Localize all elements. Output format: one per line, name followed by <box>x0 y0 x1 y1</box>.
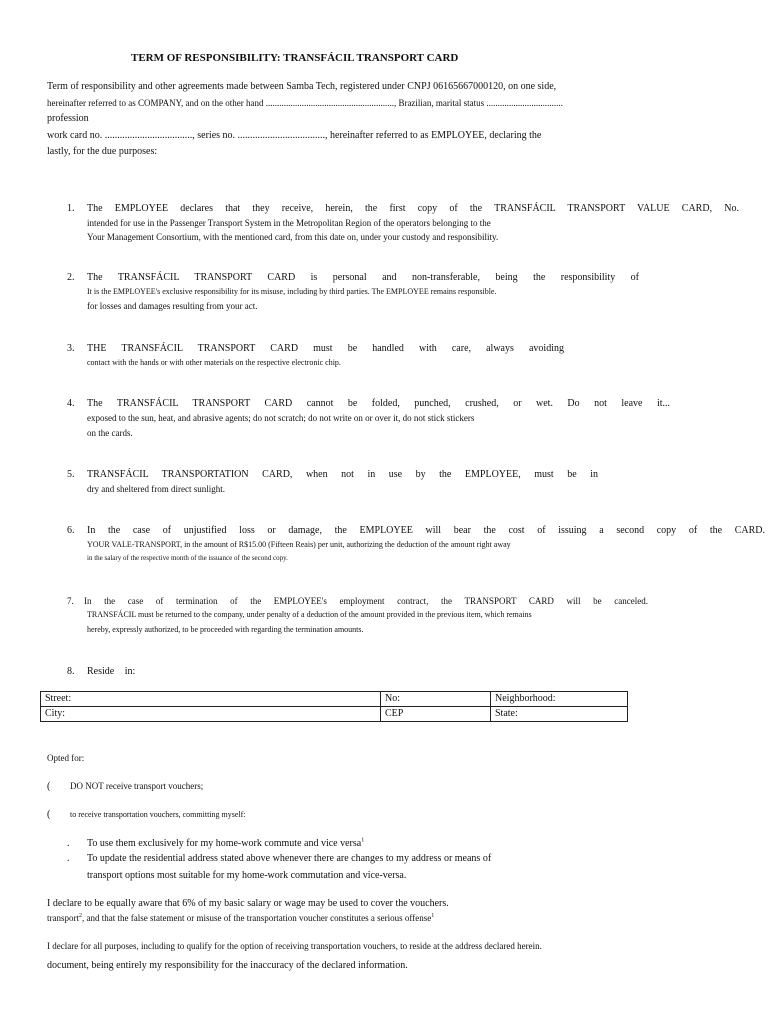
intro-line-1: Term of responsibility and other agreements made between Samba Tech, registered under CNPJ 06165667000120, on one side, <box>47 81 557 92</box>
item-1-line-2: intended for use in the Passenger Transport System in the Metropolitan Region of the operators belonging to the <box>87 218 491 228</box>
item-2-line-2: It is the EMPLOYEE's exclusive responsibility for its misuse, including by third parties. The EMPLOYEE remains responsible. <box>87 287 497 296</box>
item-4-line-3: on the cards. <box>87 428 133 438</box>
option-2-checkbox[interactable]: ( <box>47 809 51 820</box>
declare-1-line-1: I declare to be equally aware that 6% of my basic salary or wage may be used to cover the vouchers. <box>47 898 449 909</box>
item-3-number: 3. <box>67 343 75 354</box>
item-6-line-2: YOUR VALE-TRANSPORT, in the amount of R$15.00 (Fifteen Reais) per unit, authorizing the deduction of the amount right away <box>87 540 511 549</box>
street-field[interactable]: Street: <box>41 692 381 707</box>
item-3-line-2: contact with the hands or with other materials on the respective electronic chip. <box>87 358 341 367</box>
intro-line-4: work card no. ..................................., series no. ..................................., hereinafter referred to as EMPLOYEE, declaring the <box>47 130 542 141</box>
declare-2-line-1: I declare for all purposes, including to qualify for the option of receiving transportation vouchers, to reside at the address declared herein. <box>47 941 542 951</box>
neighborhood-field[interactable]: Neighborhood: <box>491 692 628 707</box>
commit-1-bullet: . <box>67 838 70 849</box>
item-1-number: 1. <box>67 203 75 214</box>
item-3-line-1: THE TRANSFÁCIL TRANSPORT CARD must be handled with care, always avoiding <box>87 343 564 354</box>
declare-2-line-2: document, being entirely my responsibility for the inaccuracy of the declared information. <box>47 960 408 971</box>
page-title: TERM OF RESPONSIBILITY: TRANSFÁCIL TRANSPORT CARD <box>131 52 459 64</box>
address-table <box>40 691 628 722</box>
commit-1-text: To use them exclusively for my home-work commute and vice versa$^1$ <box>87 837 365 849</box>
intro-line-3: profession <box>47 113 89 124</box>
declare-1-line-2: transport$^2$, and that the false statement or misuse of the transportation voucher constitutes a serious offense$^1$ <box>47 913 435 923</box>
item-4-line-2: exposed to the sun, heat, and abrasive agents; do not scratch; do not write on or over it, do not stick stickers <box>87 413 475 423</box>
table-row <box>41 707 628 722</box>
intro-line-5: lastly, for the due purposes: <box>47 146 158 157</box>
item-7-line-2: TRANSFÁCIL must be returned to the company, under penalty of a deduction of the amount provided in the previous item, which remains <box>87 610 532 619</box>
item-2-line-1: The TRANSFÁCIL TRANSPORT CARD is personal and non-transferable, being the responsibility of <box>87 272 639 283</box>
item-8-line-1: Reside in: <box>87 666 136 677</box>
item-2-line-3: for losses and damages resulting from your act. <box>87 301 258 311</box>
item-7-line-3: hereby, expressly authorized, to be proceeded with regarding the termination amounts. <box>87 625 364 634</box>
item-5-line-1: TRANSFÁCIL TRANSPORTATION CARD, when not in use by the EMPLOYEE, must be in <box>87 469 598 480</box>
option-1-checkbox[interactable]: ( <box>47 781 51 792</box>
opted-heading: Opted for: <box>47 753 85 763</box>
option-1-label: DO NOT receive transport vouchers; <box>70 781 204 791</box>
table-row <box>41 692 628 707</box>
item-1-line-3: Your Management Consortium, with the mentioned card, from this date on, under your custody and responsibility. <box>87 232 499 242</box>
city-field[interactable]: City: <box>41 707 381 722</box>
item-6-number: 6. <box>67 525 75 536</box>
intro-line-2: hereinafter referred to as COMPANY, and on the other hand ........................................................., Brazilian, marital status .................................. <box>47 98 563 108</box>
item-5-number: 5. <box>67 469 75 480</box>
option-2-label: to receive transportation vouchers, committing myself: <box>70 810 246 819</box>
item-4-number: 4. <box>67 398 75 409</box>
item-7-line-1: In the case of termination of the EMPLOYEE's employment contract, the TRANSPORT CARD will be canceled. <box>84 596 648 606</box>
item-4-line-1: The TRANSFÁCIL TRANSPORT CARD cannot be folded, punched, crushed, or wet. Do not leave it... <box>87 398 670 409</box>
item-5-line-2: dry and sheltered from direct sunlight. <box>87 484 225 494</box>
commit-2-bullet: . <box>67 853 70 864</box>
commit-2-line-2: transport options most suitable for my home-work commutation and vice-versa. <box>87 870 407 881</box>
item-7-number: 7. <box>67 596 74 606</box>
state-field[interactable]: State: <box>491 707 628 722</box>
cep-field[interactable]: CEP <box>381 707 491 722</box>
item-1-line-1: The EMPLOYEE declares that they receive, herein, the first copy of the TRANSFÁCIL TRANSPORT VALUE CARD, No. <box>87 203 739 214</box>
item-6-line-3: in the salary of the respective month of the issuance of the second copy. <box>87 554 288 562</box>
item-6-line-1: In the case of unjustified loss or damage, the EMPLOYEE will bear the cost of issuing a second copy of the CARD. <box>87 525 765 536</box>
item-8-number: 8. <box>67 666 75 677</box>
commit-2-line-1: To update the residential address stated above whenever there are changes to my address or means of <box>87 853 492 864</box>
item-2-number: 2. <box>67 272 75 283</box>
number-field[interactable]: No: <box>381 692 491 707</box>
